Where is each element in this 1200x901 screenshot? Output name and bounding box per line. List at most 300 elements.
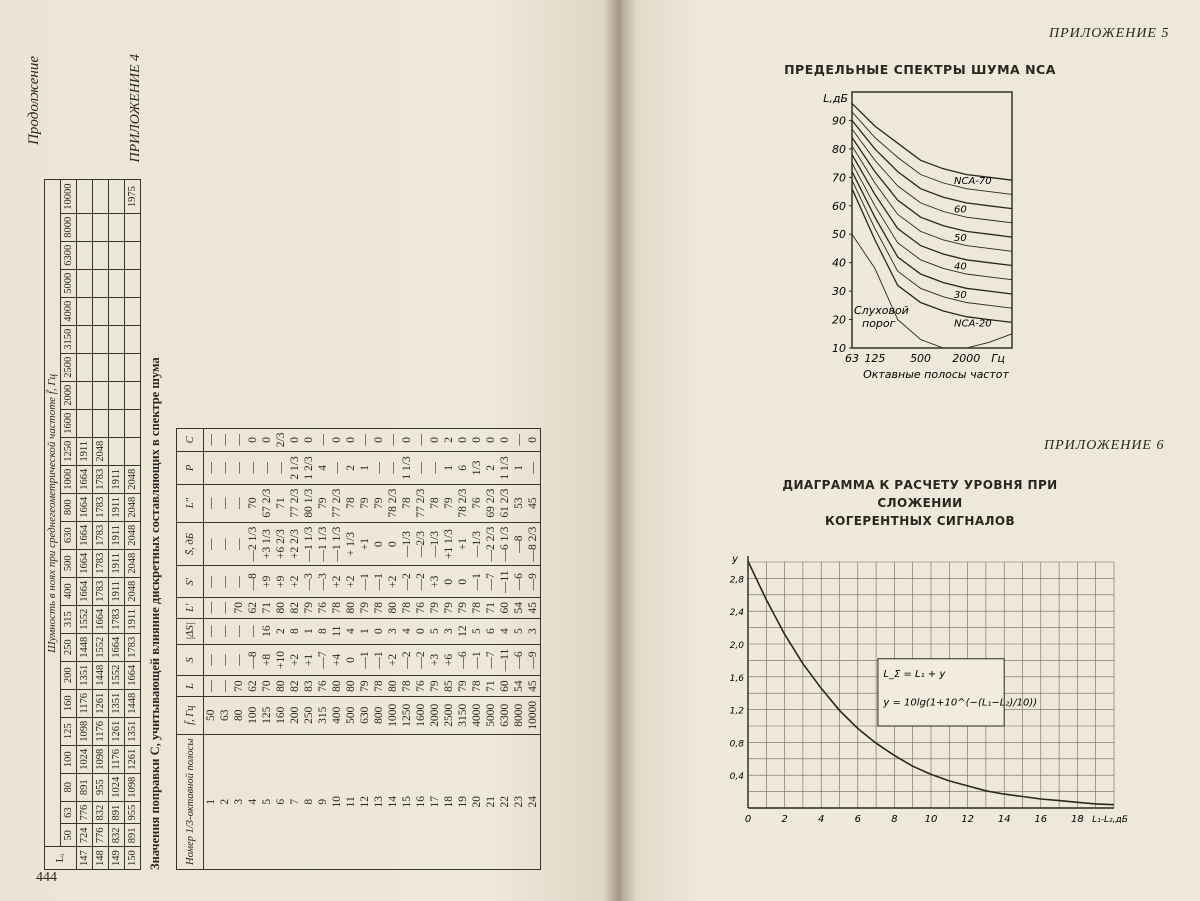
table2-cell: 71 [484,676,498,697]
table2-cell: 62 [246,598,260,619]
table2-cell: +10 [274,644,288,676]
table2-cell: +1 1/3 [442,522,456,566]
table2-cell: —11 [498,566,512,598]
table1-cell: 1552 [77,605,93,633]
table2-row [372,428,386,869]
table2-cell: 1 2/3 [302,452,316,484]
table1-cell [77,325,93,353]
table1-cell: 891 [125,824,141,847]
table2-cell: 0 [372,428,386,452]
table2-cell: 0 [288,428,302,452]
table2-cell: 80 [386,676,400,697]
table1-row-header: Lᵢ [45,847,77,870]
table1-cell: 955 [125,801,141,824]
table2-cell: 70 [232,676,246,697]
table2-cell: 1600 [414,696,428,734]
chart6-y-tick-label: 1,2 [729,706,744,717]
table1-column-header: 800 [61,493,77,521]
table1-cell: 2048 [93,437,109,465]
table1-cell [125,325,141,353]
table2-cell: — [218,676,232,697]
table2-cell: —7 [484,644,498,676]
table1-cell: 1664 [77,521,93,549]
table1-cell: 1176 [109,745,125,773]
table1-cell: 1261 [109,717,125,745]
table2-cell: — [330,452,344,484]
table2-cell: 85 [442,676,456,697]
chart5-series-label: NCA-70 [954,176,992,188]
table2-cell: —7 [484,566,498,598]
table2-cell: — [246,618,260,644]
table1-cell: 1448 [77,633,93,661]
chart6-x-tick-label: 18 [1071,814,1084,825]
table2-cell: 5 [512,618,526,644]
table2-cell: — [414,452,428,484]
chart5-series-label: 60 [954,204,967,216]
table1-cell: 1351 [77,661,93,689]
table1-cell: 1911 [125,605,141,633]
table1-column-header: 63 [61,801,77,824]
table1-column-header: 4000 [61,297,77,325]
table2-cell: 61 2/3 [498,484,512,522]
table2-row [274,428,288,869]
table2-cell: — [218,428,232,452]
table2-row [288,428,302,869]
table1-cell [109,409,125,437]
table2-row [204,428,219,869]
table2-cell: 10 [330,734,344,869]
table1-cell: 891 [109,801,125,824]
chart6-title-line2: КОГЕРЕНТНЫХ СИГНАЛОВ [824,514,1016,528]
table2-cell: 400 [330,696,344,734]
chart5-series-label: 50 [954,233,967,245]
table2-cell: 200 [288,696,302,734]
table1-cell: 776 [93,824,109,847]
table2-cell: 80 [274,598,288,619]
table2-cell: 79 [428,676,442,697]
table1-column-header: 630 [61,521,77,549]
table1-column-header: 1000 [61,465,77,493]
table2-cell: —2 1/3 [246,522,260,566]
chart5-series-label: NCA-20 [954,318,992,330]
table2-cell: — [232,522,246,566]
table2-cell: 0 [414,618,428,644]
table1-cell: 1911 [77,437,93,465]
table2-row [442,428,456,869]
table2-cell: 4 [316,452,330,484]
table2-cell: — [232,484,246,522]
table2-cell: — [512,428,526,452]
table1-column-header: 500 [61,549,77,577]
table1-cell: 2048 [125,521,141,549]
table1-column-header: 200 [61,661,77,689]
table1-cell: 1783 [93,521,109,549]
table2-cell: 5000 [484,696,498,734]
table2-column-header: f̄, Гц [177,696,204,734]
table1-cell [93,269,109,297]
table1-row [109,180,125,870]
chart6-x-tick-label: 2 [781,814,788,825]
chart6-x-tick-label: 16 [1034,814,1048,825]
chart5-y-tick-label: 60 [832,199,846,213]
table2-cell: 125 [260,696,274,734]
table2-row [484,428,498,869]
chart6-x-tick-label: 6 [854,814,861,825]
chart5-series-label: 30 [954,289,967,301]
table2-row [526,428,541,869]
table2-row [246,428,260,869]
table2-row [260,428,274,869]
chart5-x-tick-label: 2000 [952,352,981,365]
table1-column-header: 160 [61,689,77,717]
table1-cell [109,437,125,465]
table1-column-header: 1250 [61,437,77,465]
table2-cell: — [428,452,442,484]
table2-row [386,428,400,869]
table1-cell [93,409,109,437]
table2-cell: 79 [456,598,470,619]
chart5-x-tick-label: 500 [910,352,932,365]
table2-cell: —8 2/3 [526,522,541,566]
table1-column-header: 80 [61,773,77,801]
table2-cell: 2 [484,452,498,484]
table2-cell: — [218,452,232,484]
table2-cell: 78 2/3 [456,484,470,522]
table2-cell: 4 [246,734,260,869]
table1-cell: 1552 [109,661,125,689]
chart6-y-tick-label: 2,0 [729,641,744,651]
chart6-title [740,476,1100,530]
table1-cell: 1024 [109,773,125,801]
table2-cell: 80 [386,598,400,619]
table2-cell: —6 [456,644,470,676]
table2-cell: —7 [316,644,330,676]
table2-column-header: L [177,676,204,697]
table2-cell: 2/3 [274,428,288,452]
table2-cell: 82 [288,676,302,697]
table2-column-header: Номер 1/3-октавной полосы [177,734,204,869]
table2-cell: 79 [442,484,456,522]
table2-cell: 60 [498,598,512,619]
table2-cell: 77 2/3 [414,484,428,522]
chart6-x-tick-label: 14 [997,814,1011,825]
table2-cell: 4 [400,618,414,644]
table1-cell: 1911 [109,549,125,577]
table2-cell: 0 [246,428,260,452]
table2-cell: 76 [470,484,484,522]
table1-column-header: 1600 [61,409,77,437]
table2-cell: 1 [204,734,219,869]
table1-cell: 1024 [77,745,93,773]
table2-cell: 24 [526,734,541,869]
chart5-y-tick-label: 30 [832,285,846,299]
table1-cell [125,381,141,409]
table1-cell: 1448 [125,689,141,717]
table2-cell: —2 [414,566,428,598]
table2-cell: 45 [526,484,541,522]
table2-column-header: S' [177,566,204,598]
table2-cell: 54 [512,676,526,697]
chart5-title: ПРЕДЕЛЬНЫЕ СПЕКТРЫ ШУМА NCA [784,62,1056,77]
table1-cell [93,241,109,269]
chart5-series-line [852,189,1012,323]
table1-cell [93,180,109,213]
chart6-formula-line1: L_Σ = L₁ + y [883,668,946,680]
table2-cell: 0 [456,428,470,452]
table2-cell: — [218,644,232,676]
table1-cell: 2048 [125,577,141,605]
table2-cell: 83 [302,676,316,697]
table2-cell: 79 [442,598,456,619]
table2-cell: 500 [344,696,358,734]
table2-cell: 78 [400,484,414,522]
table1-cell [93,325,109,353]
table1-cell: 1098 [125,773,141,801]
table2-cell: 15 [400,734,414,869]
table2-cell: 160 [274,696,288,734]
table1-cell: 2048 [125,465,141,493]
table1-cell: 832 [93,801,109,824]
table2-cell: —6 1/3 [498,522,512,566]
table2-cell: 71 [484,598,498,619]
table1-cell [109,180,125,213]
table2-cell: 2 [218,734,232,869]
table2-cell: +9 [260,566,274,598]
table1-row [93,180,109,870]
table1-column-header: 400 [61,577,77,605]
table1-cell [93,353,109,381]
table1-cell: 1098 [93,745,109,773]
table1-cell [109,381,125,409]
table1-cell: 776 [77,801,93,824]
chart6-formula-line2: y = 10lg(1+10^(−(L₁−L₂)/10)) [883,697,1038,709]
table2-cell: 23 [512,734,526,869]
table2-cell: 0 [372,522,386,566]
table2-cell: 79 [302,598,316,619]
chart6-x-axis-label: L₁-L₂,дБ [1092,815,1128,825]
table2-column-header: L'' [177,484,204,522]
table1-cell [125,297,141,325]
table1-cell [109,325,125,353]
table1-column-header: 5000 [61,269,77,297]
table1-column-header: 100 [61,745,77,773]
table2-cell: 79 [316,484,330,522]
table1-column-header: 6300 [61,241,77,269]
table2-cell: 11 [344,734,358,869]
table2-cell: 78 [470,676,484,697]
table2-cell: — [246,452,260,484]
table2-cell: 78 [428,484,442,522]
chart5-x-tick-label: 125 [864,352,886,365]
table1-cell: 1176 [93,717,109,745]
table2-cell: —2/3 [414,522,428,566]
table1-column-header: 125 [61,717,77,745]
table1-cell [77,297,93,325]
table2-cell: 54 [512,598,526,619]
table2-cell: 6300 [498,696,512,734]
table2-cell: +6 [442,644,456,676]
table2-cell: +8 [260,644,274,676]
table1-cell [109,353,125,381]
chart6-x-tick-label: 8 [891,814,898,825]
table2-cell: 250 [302,696,316,734]
continuation-label: Продолжение [26,56,42,145]
chart6-y-tick-label: 2,8 [729,575,744,586]
table2-cell: 79 [358,598,372,619]
table1-cell: 1448 [93,661,109,689]
table2-cell: +2 [386,644,400,676]
table1-cell: 1783 [93,577,109,605]
chart6-x-tick-label: 12 [961,814,974,825]
table2-cell: 78 [400,676,414,697]
table1-cell [125,241,141,269]
table2-cell: 14 [386,734,400,869]
table2-cell: +2 [288,644,302,676]
table2-cell: 16 [414,734,428,869]
table2-cell: 78 [330,598,344,619]
table2-cell: 1000 [386,696,400,734]
table1-cell: 1911 [109,521,125,549]
table2-cell: 2 1/3 [288,452,302,484]
table1-cell [109,297,125,325]
table2-cell: 19 [456,734,470,869]
table2-cell: 76 [316,598,330,619]
chart5-y-tick-label: 20 [832,313,846,327]
table1-cell: 1664 [109,633,125,661]
table2-cell: —11 [498,644,512,676]
table1-cell [125,213,141,241]
table2-cell: 315 [316,696,330,734]
table1-cell: 724 [77,824,93,847]
table1-cell: 1664 [93,605,109,633]
table2-cell: +3 1/3 [260,522,274,566]
table2-cell: 80 1/3 [302,484,316,522]
table1-cell: 1783 [93,493,109,521]
table1-cell [93,381,109,409]
table2-cell: 78 2/3 [386,484,400,522]
table1-cell: 1783 [109,605,125,633]
table1-column-header: 3150 [61,325,77,353]
table1-cell: 2048 [125,493,141,521]
nca-spectra-chart [790,80,1030,400]
table2-cell: 3150 [456,696,470,734]
table2-cell: +1 [302,644,316,676]
coherent-sum-chart [726,552,1136,832]
chart5-series-label: 40 [954,261,967,273]
table2-cell: 3 [442,618,456,644]
table2-cell: —1 [372,566,386,598]
table2-cell: 8000 [512,696,526,734]
table2-cell: 82 [288,598,302,619]
table2-cell: —1 [358,644,372,676]
table2-cell: — [372,452,386,484]
table2-cell: +6 2/3 [274,522,288,566]
table1-column-header: 2000 [61,381,77,409]
table2-cell: —1 [372,644,386,676]
table2-cell: +9 [274,566,288,598]
table2-cell: 17 [428,734,442,869]
table1-cell: 1351 [109,689,125,717]
table2-cell: 16 [260,618,274,644]
table1-cell: 1261 [125,745,141,773]
chart6-y-tick-label: 0,8 [729,739,744,750]
table2-cell: — [526,452,541,484]
table2-cell: 6 [484,618,498,644]
table2-cell: 800 [372,696,386,734]
table2-cell: — [260,452,274,484]
table1-row [77,180,93,870]
table2-cell: — [204,644,219,676]
table2-cell: 78 [372,598,386,619]
table2-cell: — [218,566,232,598]
table2-cell: 69 2/3 [484,484,498,522]
table2-cell: 13 [372,734,386,869]
table1-cell: 1098 [77,717,93,745]
chart5-x-unit: Гц [991,352,1005,365]
table2-cell: — [204,452,219,484]
table1-cell: 1664 [77,493,93,521]
table2-cell: — [218,522,232,566]
table2-cell: 79 [428,598,442,619]
table2-cell: 21 [484,734,498,869]
table2-cell: 50 [204,696,219,734]
table2-cell: —3 [316,566,330,598]
table2-cell: 45 [526,598,541,619]
appendix-6-label: ПРИЛОЖЕНИЕ 6 [1044,438,1165,453]
table2-cell: 67 2/3 [260,484,274,522]
table2-cell: 4 [344,618,358,644]
chart5-series-label: порог [862,316,896,330]
table2-cell: — [204,428,219,452]
table2-cell: —1 [470,644,484,676]
table2-cell: — [386,452,400,484]
table2-cell: 5 [260,734,274,869]
chart5-x-tick-label: 63 [845,352,859,365]
table2-cell: 78 [470,598,484,619]
left-page-rotated-content [26,50,590,870]
table2-cell: 70 [260,676,274,697]
appendix-5-label: ПРИЛОЖЕНИЕ 5 [1049,26,1170,41]
chart5-series-line [852,155,1012,266]
chart5-y-tick-label: 50 [832,228,846,242]
chart6-title-line1: ДИАГРАММА К РАСЧЕТУ УРОВНЯ ПРИ СЛОЖЕНИИ [782,478,1058,510]
table2-cell: 0 [386,522,400,566]
table2-cell: 7 [288,734,302,869]
table1-row [125,180,141,870]
chart6-x-tick-label: 10 [924,814,938,825]
table2-row [512,428,526,869]
table2-cell: 20 [470,734,484,869]
table1-level-cell: 148 [93,847,109,870]
table2-cell: —1 [358,566,372,598]
table2-cell: — [386,428,400,452]
table2-cell: —6 [512,566,526,598]
table2-cell: — [204,522,219,566]
chart6-y-tick-label: 2,4 [729,608,744,619]
table2-row [302,428,316,869]
table2-cell: 79 [372,484,386,522]
table2-cell: 76 [414,676,428,697]
table2-cell: —1/3 [470,522,484,566]
table2-cell: 0 [372,618,386,644]
table2-cell: 80 [274,676,288,697]
table1-caption: Шумность в ноях при среднегеометрической частоте f̄, Гц [45,180,61,847]
table1-level-cell: 150 [125,847,141,870]
table2-cell: 8 [316,618,330,644]
appendix-4-label: ПРИЛОЖЕНИЕ 4 [128,54,143,163]
table2-cell: —1/3 [428,522,442,566]
table1-cell [125,269,141,297]
